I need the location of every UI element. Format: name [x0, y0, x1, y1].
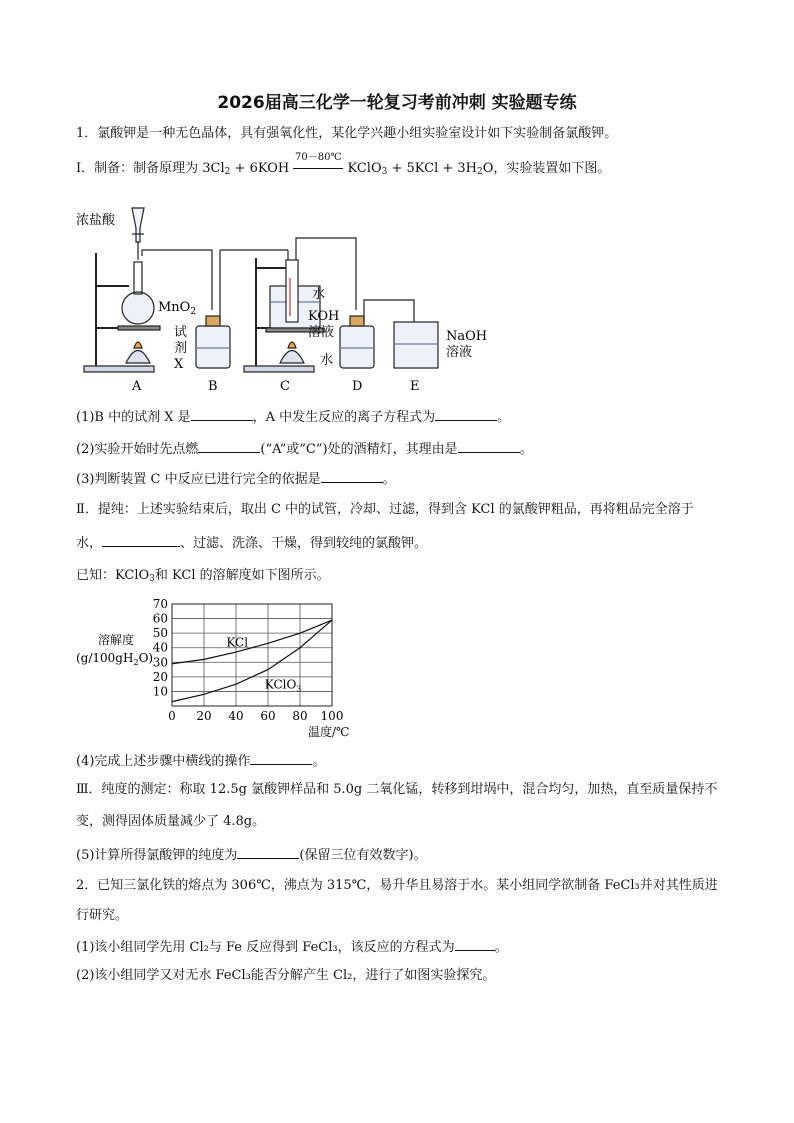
xtick-0: 0	[168, 709, 176, 723]
label-reagent-1: 试	[174, 325, 188, 340]
blank-step-operation[interactable]	[250, 752, 312, 765]
blank-which-lamp[interactable]	[198, 440, 260, 453]
eq-right3: O	[482, 161, 494, 176]
xtick-40: 40	[228, 709, 244, 723]
chart-ylabel-2-end: O)	[138, 651, 154, 665]
q1-known	[76, 568, 330, 587]
label-mno2-main: MnO	[158, 300, 191, 315]
blank-ionic-equation[interactable]	[435, 408, 497, 421]
label-water: 水	[312, 287, 326, 302]
xtick-80: 80	[292, 709, 308, 723]
label-koh-solution: 溶液	[308, 325, 335, 340]
apparatus-diagram	[74, 198, 494, 398]
chart-ylabel-2-sub: 2	[133, 658, 139, 667]
series-line-0	[172, 620, 332, 664]
q1-part2-line1: Ⅱ．提纯：上述实验结束后，取出 C 中的试管，冷却、过滤，得到含 KCl 的氯酸钾粗品，再将粗品完全溶于	[76, 502, 694, 517]
blank-reagent-x[interactable]	[191, 408, 253, 421]
label-water-2: 水	[320, 353, 334, 368]
label-C: C	[280, 379, 290, 394]
eq-condition-text: 70－80℃	[295, 152, 342, 163]
xtick-60: 60	[260, 709, 276, 723]
ytick-20: 20	[152, 669, 168, 684]
s2-text-c: 。	[519, 442, 533, 457]
chart-ylabel-2	[76, 651, 153, 667]
label-mno2	[158, 300, 196, 317]
q1-sub4	[76, 752, 325, 770]
label-B: B	[208, 379, 218, 394]
q1-part1-equation	[76, 152, 611, 180]
ytick-70: 70	[152, 597, 168, 611]
known-sub: 3	[149, 574, 155, 584]
q2-intro-line2: 行研究。	[76, 908, 129, 923]
eq-condition	[293, 152, 343, 177]
part2-text-a: 水，	[76, 536, 103, 551]
xtick-100: 100	[320, 709, 344, 723]
s3-text-a: (3)判断装置 C 中反应已进行完全的依据是	[76, 472, 321, 487]
label-reagent-2: 剂	[174, 341, 188, 356]
eq-left-sub: 2	[224, 167, 231, 177]
solubility-chart	[74, 596, 364, 746]
known-text-a: 已知：	[76, 568, 116, 583]
q2-s1-text-a: (1)该小组同学先用 Cl₂与 Fe 反应得到 FeCl₃，该反应的方程式为	[76, 940, 455, 955]
label-naoh-solution: 溶液	[446, 345, 473, 360]
series-label-1: KClO$_3$	[264, 677, 302, 694]
eq-right: KClO	[347, 161, 382, 176]
series-label-0: KCl	[226, 635, 249, 650]
known-text-b: KClO	[115, 568, 150, 583]
ytick-10: 10	[152, 684, 168, 699]
label-A: A	[132, 379, 142, 394]
s5-text-b: (保留三位有效数字)。	[299, 848, 427, 863]
s4-text-a: (4)完成上述步骤中横线的操作	[76, 754, 251, 769]
blank-completion[interactable]	[321, 470, 383, 483]
label-D: D	[352, 379, 363, 394]
eq-left2: + 6KOH	[230, 161, 290, 176]
eq-arrow-bar	[293, 168, 343, 169]
xtick-20: 20	[196, 709, 212, 723]
q2-s1-text-c: 。	[494, 940, 508, 955]
q1-part3-line2: 变，测得固体质量减少了 4.8g。	[76, 814, 266, 829]
eq-right-sub: 3	[381, 167, 388, 177]
q2-sub2: (2)该小组同学又对无水 FeCl₃能否分解产生 Cl₂，进行了如图实验探究。	[76, 968, 496, 983]
part2-text-b: 、过滤、洗涤、干燥，得到较纯的氯酸钾。	[180, 536, 428, 551]
q1-part3-line1: Ⅲ．纯度的测定：称取 12.5g 氯酸钾样品和 5.0g 二氧化锰，转移到坩埚中，混合均匀，加热，直至质量保持不	[76, 782, 718, 797]
known-text-c: 和 KCl 的溶解度如下图所示。	[154, 568, 330, 583]
q1-sub2	[76, 440, 533, 458]
s2-text-a: (2)实验开始时先点燃	[76, 442, 199, 457]
chart-lines	[172, 620, 332, 702]
q2-intro-line1: 2．已知三氯化铁的熔点为 306℃，沸点为 315℃，易升华且易溶于水。某小组同学欲制备 FeCl₃并对其性质进	[76, 878, 718, 893]
q1-part2-line2	[76, 534, 427, 552]
q2-sub1	[76, 938, 508, 956]
ytick-40: 40	[152, 640, 168, 655]
eq-right2-sub: 2	[477, 167, 483, 177]
blank-operation[interactable]	[102, 534, 180, 547]
s3-text-c: 。	[382, 472, 396, 487]
chart-axes	[153, 597, 344, 723]
q1-sub5	[76, 846, 427, 864]
chart-xlabel: 温度/℃	[308, 725, 350, 739]
s2-text-b: (“A”或“C”)处的酒精灯，其理由是	[260, 442, 458, 457]
label-reagent-3: X	[174, 357, 184, 372]
s4-text-c: 。	[312, 754, 326, 769]
s1-text-a: (1)B 中的试剂 X 是	[76, 410, 191, 425]
ytick-60: 60	[152, 611, 168, 626]
ytick-30: 30	[152, 655, 168, 670]
q1-sub1	[76, 408, 510, 426]
blank-purity[interactable]	[237, 846, 299, 859]
s5-text-a: (5)计算所得氯酸钾的纯度为	[76, 848, 238, 863]
part1-suffix: ，实验装置如下图。	[493, 161, 611, 176]
blank-fe-equation[interactable]	[455, 938, 495, 951]
blank-reason[interactable]	[458, 440, 520, 453]
label-naoh: NaOH	[446, 329, 488, 344]
plot-frame	[172, 604, 332, 706]
part1-prefix: Ⅰ．制备：制备原理为	[76, 161, 199, 176]
label-mno2-sub: 2	[190, 307, 197, 317]
label-E: E	[410, 379, 420, 394]
s1-text-b: ，A 中发生反应的离子方程式为	[252, 410, 436, 425]
q1-intro: 1．氯酸钾是一种无色晶体，具有强氧化性，某化学兴趣小组实验室设计如下实验制备氯酸钾。	[76, 126, 618, 141]
page-title: 2026届高三化学一轮复习考前冲刺 实验题专练	[217, 93, 577, 113]
chart-ylabel-1: 溶解度	[98, 633, 135, 647]
ytick-50: 50	[152, 626, 168, 641]
s1-text-c: 。	[497, 410, 511, 425]
eq-right2: + 5KCl + 3H	[387, 161, 478, 176]
chart-grid	[172, 604, 332, 706]
label-acid: 浓盐酸	[76, 213, 116, 228]
chart-ylabel-2-main: (g/100gH	[76, 651, 134, 665]
label-koh: KOH	[308, 309, 340, 324]
eq-left: 3Cl	[202, 161, 225, 176]
q1-sub3	[76, 470, 396, 488]
